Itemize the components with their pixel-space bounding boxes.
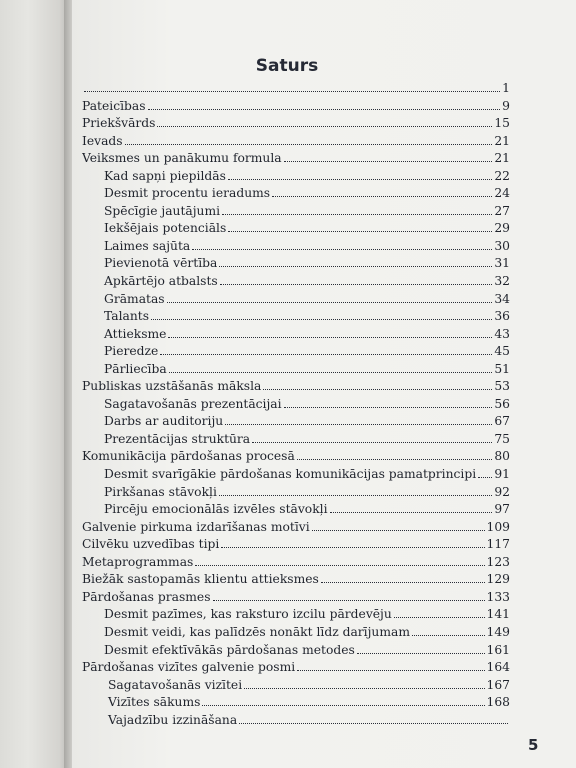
toc-entry-label: Pievienotā vērtība bbox=[104, 256, 218, 271]
toc-entry-label: Metaprogrammas bbox=[82, 554, 194, 569]
toc-entry-page: 92 bbox=[494, 484, 510, 499]
toc-entry bbox=[82, 431, 510, 449]
toc-entry bbox=[82, 326, 510, 344]
toc-entry-page: 21 bbox=[494, 133, 510, 148]
toc-entry bbox=[82, 501, 510, 519]
toc-entry bbox=[82, 466, 510, 484]
toc-dot-leader bbox=[321, 582, 485, 583]
toc-entry bbox=[82, 220, 510, 238]
toc-entry-page: 123 bbox=[486, 554, 510, 569]
toc-entry-label: Vizītes sākums bbox=[108, 695, 201, 710]
toc-dot-leader bbox=[330, 512, 493, 513]
toc-entry-page: 149 bbox=[486, 624, 510, 639]
toc-dot-leader bbox=[195, 565, 484, 566]
toc-dot-leader bbox=[168, 337, 492, 338]
toc-dot-leader bbox=[252, 442, 492, 443]
toc-entry-page: 67 bbox=[494, 414, 510, 429]
toc-entry-page: 36 bbox=[494, 309, 510, 324]
toc-entry-page: 117 bbox=[486, 537, 510, 552]
toc-dot-leader bbox=[169, 372, 493, 373]
toc-dot-leader bbox=[284, 407, 493, 408]
toc-entry-label: Ievads bbox=[82, 133, 123, 148]
toc-entry bbox=[82, 589, 510, 607]
toc-entry bbox=[82, 642, 510, 660]
toc-entry bbox=[82, 396, 510, 414]
toc-dot-leader bbox=[228, 231, 492, 232]
toc-dot-leader bbox=[148, 109, 501, 110]
toc-dot-leader bbox=[219, 266, 492, 267]
toc-entry-label: Komunikācija pārdošanas procesā bbox=[82, 449, 295, 464]
toc-entry-label: Pateicības bbox=[82, 98, 146, 113]
toc-entry-label: Priekšvārds bbox=[82, 116, 156, 131]
toc-entry-page: 45 bbox=[494, 344, 510, 359]
toc-entry-label: Attieksme bbox=[104, 326, 167, 341]
toc-entry-page: 22 bbox=[494, 168, 510, 183]
toc-entry-label: Sagatavošanās prezentācijai bbox=[104, 396, 282, 411]
toc-entry bbox=[82, 712, 510, 730]
toc-dot-leader bbox=[222, 214, 492, 215]
toc-entry-label: Pārliecība bbox=[104, 361, 167, 376]
toc-entry bbox=[82, 378, 510, 396]
toc-entry bbox=[82, 694, 510, 712]
toc-entry-page: 31 bbox=[494, 256, 510, 271]
toc-entry bbox=[82, 238, 510, 256]
toc-dot-leader bbox=[272, 196, 492, 197]
toc-entry-label: Pircēju emocionālās izvēles stāvokļi bbox=[104, 502, 328, 517]
toc-dot-leader bbox=[125, 144, 493, 145]
toc-entry-label: Publiskas uzstāšanās māksla bbox=[82, 379, 262, 394]
toc-entry-page: 29 bbox=[494, 221, 510, 236]
toc-dot-leader bbox=[213, 600, 485, 601]
toc-entry-page: 53 bbox=[494, 379, 510, 394]
toc-entry-page: 141 bbox=[486, 607, 510, 622]
toc-entry-page: 27 bbox=[494, 203, 510, 218]
toc-entry bbox=[82, 554, 510, 572]
toc-entry-page: 129 bbox=[486, 572, 510, 587]
toc-entry-label: Apkārtējo atbalsts bbox=[104, 274, 218, 289]
toc-entry-label: Pārdošanas prasmes bbox=[82, 589, 211, 604]
toc-entry-label: Sagatavošanās vizītei bbox=[108, 677, 243, 692]
toc-entry-page: 43 bbox=[494, 326, 510, 341]
toc-entry bbox=[82, 571, 510, 589]
toc-entry-label: Talants bbox=[104, 309, 150, 324]
toc-entry-page: 109 bbox=[486, 519, 510, 534]
toc-entry bbox=[82, 168, 510, 186]
toc-dot-leader bbox=[160, 354, 492, 355]
toc-entry-page: 1 bbox=[502, 81, 510, 95]
toc-dot-leader bbox=[284, 161, 493, 162]
toc-entry-page: 34 bbox=[494, 291, 510, 306]
toc-entry bbox=[82, 519, 510, 537]
toc-entry-label: Galvenie pirkuma izdarīšanas motīvi bbox=[82, 519, 310, 534]
toc-entry bbox=[82, 659, 510, 677]
toc-entry bbox=[82, 185, 510, 203]
toc-entry-label: Veiksmes un panākumu formula bbox=[82, 151, 282, 166]
toc-dot-leader bbox=[157, 126, 492, 127]
toc-dot-leader bbox=[394, 617, 485, 618]
toc-entry-page: 164 bbox=[486, 660, 510, 675]
toc-dot-leader bbox=[244, 688, 484, 689]
toc-entry-label: Grāmatas bbox=[104, 291, 165, 306]
toc-entry bbox=[82, 291, 510, 309]
toc-entry bbox=[82, 484, 510, 502]
toc-dot-leader bbox=[167, 302, 493, 303]
toc-entry-page: 75 bbox=[494, 431, 510, 446]
toc-entry-page: 15 bbox=[494, 116, 510, 131]
toc-entry-page: 56 bbox=[494, 396, 510, 411]
toc-entry-page: 24 bbox=[494, 186, 510, 201]
toc-entry bbox=[82, 115, 510, 133]
toc-entry-label: Laimes sajūta bbox=[104, 238, 191, 253]
toc-dot-leader bbox=[357, 653, 485, 654]
toc-entry bbox=[82, 413, 510, 431]
toc-entry bbox=[82, 150, 510, 168]
toc-entry bbox=[82, 448, 510, 466]
toc-entry-label: Pieredze bbox=[104, 344, 159, 359]
toc-entry bbox=[82, 133, 510, 151]
toc-entry-label: Desmit pazīmes, kas raksturo izcilu pārdevēju bbox=[104, 607, 392, 622]
toc-dot-leader bbox=[225, 424, 492, 425]
toc-entry bbox=[82, 80, 510, 98]
toc-dot-leader bbox=[219, 495, 492, 496]
toc-entry-page: 21 bbox=[494, 151, 510, 166]
toc-dot-leader bbox=[297, 459, 493, 460]
toc-entry-label: Pirkšanas stāvokļi bbox=[104, 484, 217, 499]
toc-entry-label: Iekšējais potenciāls bbox=[104, 221, 227, 236]
toc-entry-page: 133 bbox=[486, 589, 510, 604]
toc-entry-page: 51 bbox=[494, 361, 510, 376]
page-number: 5 bbox=[528, 736, 539, 754]
toc-entry-label: Darbs ar auditoriju bbox=[104, 414, 224, 429]
toc-entry-page: 80 bbox=[494, 449, 510, 464]
toc-entry-label: Kad sapņi piepildās bbox=[104, 168, 226, 183]
page-title: Saturs bbox=[255, 56, 319, 76]
toc-dot-leader bbox=[239, 723, 508, 724]
toc-dot-leader bbox=[221, 547, 484, 548]
toc-dot-leader bbox=[412, 635, 485, 636]
toc-entry-page: 97 bbox=[494, 502, 510, 517]
toc-dot-leader bbox=[297, 670, 484, 671]
toc-dot-leader bbox=[202, 705, 484, 706]
toc-entry-label: Desmit efektīvākās pārdošanas metodes bbox=[104, 642, 355, 657]
toc-dot-leader bbox=[220, 284, 493, 285]
toc-entry-label: Desmit procentu ieradums bbox=[104, 186, 271, 201]
toc-entry-label: Cilvēku uzvedības tipi bbox=[82, 537, 220, 552]
toc-entry-page: 30 bbox=[494, 238, 510, 253]
toc-dot-leader bbox=[478, 477, 492, 478]
toc-dot-leader bbox=[192, 249, 492, 250]
toc-entry-page: 32 bbox=[494, 274, 510, 289]
toc-entry-label: Vajadzību izzināšana bbox=[108, 712, 238, 727]
toc-dot-leader bbox=[228, 179, 492, 180]
toc-entry-label: Biežāk sastopamās klientu attieksmes bbox=[82, 572, 319, 587]
toc-dot-leader bbox=[84, 91, 500, 92]
toc-entry bbox=[82, 203, 510, 221]
toc-entry-label: Prezentācijas struktūra bbox=[104, 431, 251, 446]
toc-entry-page: 161 bbox=[486, 642, 510, 657]
toc-entry bbox=[82, 677, 510, 695]
toc-entry bbox=[82, 606, 510, 624]
toc-entry bbox=[82, 624, 510, 642]
toc-entry bbox=[82, 255, 510, 273]
toc-entry-label: Desmit svarīgākie pārdošanas komunikācijas pamatprincipi bbox=[104, 467, 477, 482]
toc-entry-page: 91 bbox=[494, 467, 510, 482]
toc-entry-label: Pārdošanas vizītes galvenie posmi bbox=[82, 660, 296, 675]
left-page-edge bbox=[0, 0, 70, 768]
table-of-contents bbox=[82, 80, 510, 729]
toc-dot-leader bbox=[263, 389, 492, 390]
toc-entry bbox=[82, 308, 510, 326]
toc-entry-label: Desmit veidi, kas palīdzēs nonākt līdz darījumam bbox=[104, 624, 410, 639]
toc-entry-page: 167 bbox=[486, 677, 510, 692]
toc-entry bbox=[82, 361, 510, 379]
toc-dot-leader bbox=[151, 319, 492, 320]
toc-entry-label: Spēcīgie jautājumi bbox=[104, 203, 221, 218]
toc-entry-page: 9 bbox=[502, 98, 510, 113]
toc-entry bbox=[82, 273, 510, 291]
toc-entry-page: 168 bbox=[486, 695, 510, 710]
toc-entry bbox=[82, 98, 510, 116]
toc-entry bbox=[82, 343, 510, 361]
toc-entry bbox=[82, 536, 510, 554]
toc-dot-leader bbox=[312, 530, 485, 531]
